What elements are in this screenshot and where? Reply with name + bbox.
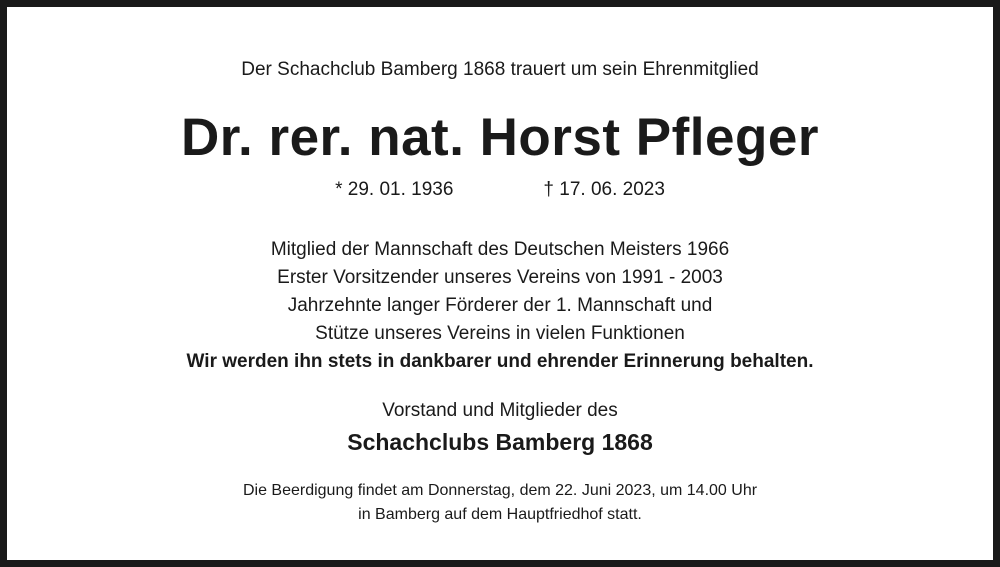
bio-line: Stütze unseres Vereins in vielen Funktionen (315, 323, 685, 344)
closing-statement: Wir werden ihn stets in dankbarer und ehrender Erinnerung behalten. (186, 351, 814, 372)
intro-text: Der Schachclub Bamberg 1868 trauert um sein Ehrenmitglied (241, 59, 759, 80)
death-date: † 17. 06. 2023 (543, 179, 665, 200)
biography (7, 236, 993, 376)
funeral-line: Die Beerdigung findet am Donnerstag, dem 22. Juni 2023, um 14.00 Uhr (242, 482, 758, 499)
deceased-name: Dr. rer. nat. Horst Pfleger (181, 108, 819, 167)
life-dates (7, 179, 993, 201)
bio-line: Mitglied der Mannschaft des Deutschen Meisters 1966 (270, 239, 730, 260)
birth-date: * 29. 01. 1936 (335, 179, 454, 200)
funeral-info (7, 479, 993, 527)
funeral-line: in Bamberg auf dem Hauptfriedhof statt. (358, 506, 642, 523)
signoff-text: Vorstand und Mitglieder des (382, 400, 618, 421)
club-name: Schachclubs Bamberg 1868 (347, 429, 653, 455)
bio-line: Jahrzehnte langer Förderer der 1. Mannschaft und (287, 295, 713, 316)
bio-line: Erster Vorsitzender unseres Vereins von 1991 - 2003 (277, 267, 723, 288)
